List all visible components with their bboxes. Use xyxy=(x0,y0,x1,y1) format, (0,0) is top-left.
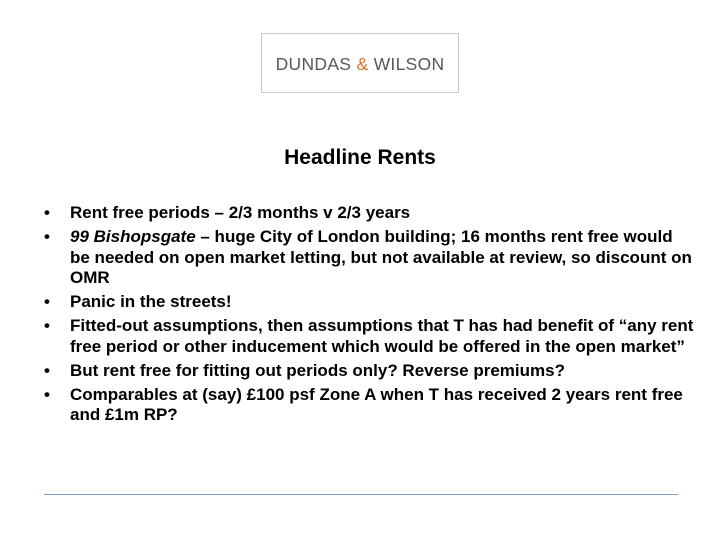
bullet-text: Panic in the streets! xyxy=(70,292,232,311)
bullet-text: Rent free periods – 2/3 months v 2/3 years xyxy=(70,203,411,222)
bullet-text: But rent free for fitting out periods only? Reverse premiums? xyxy=(70,360,565,380)
bullet-text: – huge City of London building; 16 months rent free would be needed on open market letting, but not available at review, so discount on OMR xyxy=(70,227,692,287)
bullet-text: Fitted-out assumptions, then assumptions that T has had benefit of “any rent free period or other inducement which would be offered in the open market” xyxy=(70,316,694,356)
bullet-item xyxy=(44,203,694,224)
slide-title-text: Headline Rents xyxy=(284,146,436,169)
logo-text-dundas: DUNDAS xyxy=(275,53,357,74)
logo-text-wilson: WILSON xyxy=(368,53,445,74)
bullet-marker: • xyxy=(44,292,50,311)
bullet-marker: • xyxy=(44,360,50,380)
bullet-item xyxy=(44,316,694,357)
bullet-list xyxy=(44,203,694,429)
bullet-marker: • xyxy=(44,227,50,246)
bullet-text: Comparables at (say) £100 psf Zone A when T has received 2 years rent free and £1m RP? xyxy=(70,384,683,424)
slide-title xyxy=(0,146,720,170)
bullet-italic-text: 99 Bishopsgate xyxy=(70,227,196,246)
bullet-item xyxy=(44,361,694,382)
bullet-item xyxy=(44,227,694,289)
logo-wordmark xyxy=(276,54,445,75)
bullet-item xyxy=(44,385,694,426)
logo-ampersand: & xyxy=(356,53,369,74)
bottom-divider xyxy=(44,494,678,495)
bullet-marker: • xyxy=(44,203,50,222)
bullet-marker: • xyxy=(44,384,50,404)
dundas-wilson-logo xyxy=(261,33,459,93)
bullet-item xyxy=(44,292,694,313)
bullet-marker: • xyxy=(44,316,50,335)
